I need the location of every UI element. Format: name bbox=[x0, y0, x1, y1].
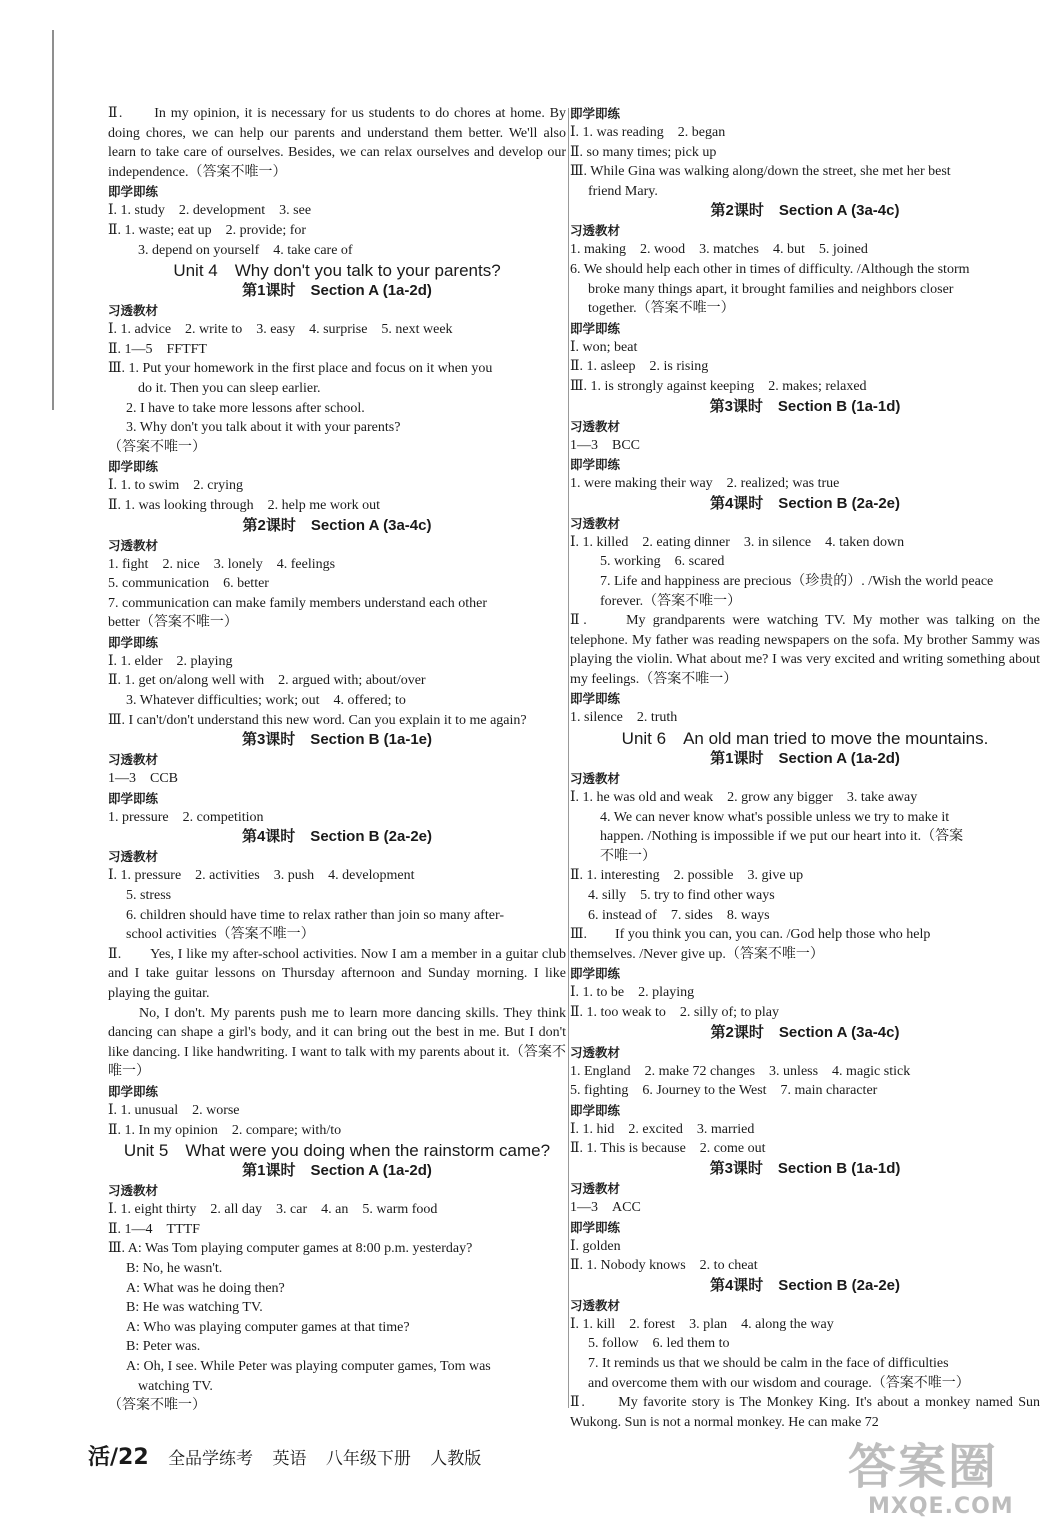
section-subheading: 即学即练 bbox=[570, 1219, 621, 1235]
answer-line: better（答案不唯一） bbox=[108, 615, 238, 631]
lesson-heading: 第3课时 Section B (1a-1e) bbox=[241, 731, 433, 749]
watermark-url: MXQE.COM bbox=[868, 1494, 1014, 1519]
answer-line: 3. depend on yourself 4. take care of bbox=[138, 242, 353, 258]
section-subheading: 即学即练 bbox=[570, 966, 621, 982]
lesson-heading: 第4课时 Section B (2a-2e) bbox=[241, 828, 433, 846]
answer-line: friend Mary. bbox=[588, 183, 658, 199]
answer-line: Ⅰ. 1. he was old and weak 2. grow any bigger 3. take away bbox=[570, 790, 918, 806]
answer-line: Ⅰ. 1. study 2. development 3. see bbox=[108, 203, 312, 219]
section-subheading: 即学即练 bbox=[570, 106, 621, 121]
lesson-heading: 第3课时 Section B (1a-1d) bbox=[709, 1159, 901, 1177]
lesson-heading: 第1课时 Section A (1a-2d) bbox=[242, 1162, 432, 1180]
answer-line: Ⅱ. 1—4 TTTF bbox=[108, 1221, 200, 1237]
section-subheading: 习透教材 bbox=[108, 1183, 159, 1199]
answer-line: 1—3 ACC bbox=[570, 1199, 641, 1215]
answer-line: 6. children should have time to relax rather than join so many after- bbox=[126, 907, 504, 923]
answer-line: 1. England 2. make 72 changes 3. unless 4. magic stick bbox=[570, 1063, 911, 1079]
answer-paragraph: No, I don't. My parents push me to learn more dancing skills. They think dancing can shape a girl's body, and it can bring out the best in me. But I don't like dancing. I like handwriting. I want to talk with my parents about it.（答案不唯一） bbox=[108, 1005, 566, 1080]
answer-line: Ⅲ. 1. is strongly against keeping 2. makes; relaxed bbox=[570, 378, 867, 394]
section-subheading: 即学即练 bbox=[570, 1102, 621, 1118]
subject-label: 英语 bbox=[272, 1449, 307, 1469]
unit-heading: Unit 4 Why don't you talk to your parents? bbox=[173, 261, 501, 281]
answer-line: 5. follow 6. led them to bbox=[588, 1336, 730, 1352]
watermark-logo bbox=[848, 1440, 1038, 1530]
answer-line: 6. instead of 7. sides 8. ways bbox=[588, 907, 770, 923]
section-subheading: 习透教材 bbox=[570, 771, 621, 787]
grade-label: 八年级下册 bbox=[325, 1449, 411, 1469]
section-subheading: 即学即练 bbox=[108, 1083, 159, 1099]
answer-line: 3. Whatever difficulties; work; out 4. offered; to bbox=[126, 693, 406, 709]
lesson-heading: 第2课时 Section A (3a-4c) bbox=[710, 202, 900, 220]
answer-line: 1. were making their way 2. realized; was true bbox=[570, 476, 840, 492]
section-subheading: 习透教材 bbox=[570, 1180, 621, 1196]
answer-line: 5. working 6. scared bbox=[600, 554, 725, 570]
answer-line: 6. We should help each other in times of difficulty. /Although the storm bbox=[570, 261, 970, 277]
answer-line: 不唯一） bbox=[600, 848, 656, 864]
answer-line: Ⅱ. 1. was looking through 2. help me work out bbox=[108, 497, 380, 513]
section-subheading: 习透教材 bbox=[570, 1044, 621, 1060]
answer-line: Ⅰ. won; beat bbox=[570, 339, 638, 355]
column-divider bbox=[568, 108, 569, 1408]
left-column bbox=[108, 104, 566, 1416]
answer-line: Ⅰ. 1. pressure 2. activities 3. push 4. development bbox=[108, 868, 415, 884]
answer-line: Ⅲ. I can't/don't understand this new word. Can you explain it to me again? bbox=[108, 712, 527, 728]
edition-label: 人教版 bbox=[430, 1449, 482, 1469]
answer-line: Ⅱ. 1. asleep 2. is rising bbox=[570, 359, 709, 375]
lesson-heading: 第1课时 Section A (1a-2d) bbox=[242, 282, 432, 300]
lesson-heading: 第4课时 Section B (2a-2e) bbox=[709, 494, 901, 512]
answer-line: Ⅲ. 1. Put your homework in the first place and focus on it when you bbox=[108, 361, 493, 377]
answer-line: 1. making 2. wood 3. matches 4. but 5. joined bbox=[570, 242, 868, 258]
answer-line: 7. communication can make family members understand each other bbox=[108, 595, 488, 611]
answer-line: 1. fight 2. nice 3. lonely 4. feelings bbox=[108, 556, 336, 572]
answer-line: Ⅱ. 1. Nobody knows 2. to cheat bbox=[570, 1258, 758, 1274]
answer-paragraph: Ⅱ. Yes, I like my after-school activities. Now I am a member in a guitar club and I take guitar lessons on Thursday afternoon and Sunday morning. I like playing the guitar. bbox=[108, 946, 566, 1001]
lesson-heading: 第4课时 Section B (2a-2e) bbox=[709, 1276, 901, 1294]
lesson-heading: 第2课时 Section A (3a-4c) bbox=[710, 1023, 900, 1041]
lesson-heading: 第2课时 Section A (3a-4c) bbox=[242, 516, 432, 534]
answer-line: themselves. /Never give up.（答案不唯一） bbox=[570, 946, 824, 962]
answer-line: Ⅰ. 1. kill 2. forest 3. plan 4. along the way bbox=[570, 1316, 834, 1332]
answer-line: Ⅰ. 1. to swim 2. crying bbox=[108, 478, 244, 494]
answer-line: Ⅱ. 1—5 FFTFT bbox=[108, 341, 207, 357]
section-subheading: 即学即练 bbox=[108, 634, 159, 650]
answer-line: Ⅰ. 1. eight thirty 2. all day 3. car 4. an 5. warm food bbox=[108, 1202, 438, 1218]
answer-line: Ⅱ. so many times; pick up bbox=[570, 144, 717, 160]
section-subheading: 习透教材 bbox=[570, 515, 621, 531]
answer-paragraph: Ⅱ. In my opinion, it is necessary for us students to do chores at home. By doing chores, we can help our parents and understand them better. We'll also learn to take care of ourselves. Besides, we can relax ourselves and develop our independence.（答案不唯一） bbox=[108, 106, 566, 180]
answer-line: Ⅰ. 1. killed 2. eating dinner 3. in silence 4. taken down bbox=[570, 534, 905, 550]
section-subheading: 习透教材 bbox=[570, 1297, 621, 1313]
answer-line: Ⅱ. 1. interesting 2. possible 3. give up bbox=[570, 868, 804, 884]
section-subheading: 即学即练 bbox=[570, 457, 621, 473]
answer-line: 1. pressure 2. competition bbox=[108, 809, 264, 825]
answer-line: 5. stress bbox=[126, 888, 172, 904]
book-title: 全品学练考 bbox=[168, 1449, 254, 1469]
lesson-heading: 第1课时 Section A (1a-2d) bbox=[710, 750, 900, 768]
answer-line: 7. It reminds us that we should be calm in the face of difficulties bbox=[588, 1355, 949, 1371]
answer-line: 2. I have to take more lessons after school. bbox=[126, 400, 365, 416]
answer-line: 1—3 BCC bbox=[570, 437, 641, 453]
section-subheading: 习透教材 bbox=[570, 223, 621, 239]
answer-line: Ⅱ. 1. This is because 2. come out bbox=[570, 1141, 766, 1157]
section-subheading: 即学即练 bbox=[108, 184, 159, 200]
watermark-text: 答案圈 bbox=[848, 1439, 999, 1495]
answer-line: 3. Why don't you talk about it with your parents? bbox=[126, 420, 401, 436]
section-subheading: 即学即练 bbox=[570, 691, 621, 707]
answer-line: （答案不唯一） bbox=[108, 1398, 206, 1414]
answer-paragraph: Ⅱ. My grandparents were watching TV. My mother was talking on the telephone. My father was reading newspapers on the sofa. My brother Sammy was playing the violin. What about me? I was very excited and writing something about my feelings.（答案不唯一） bbox=[570, 613, 1040, 687]
answer-line: Ⅰ. 1. advice 2. write to 3. easy 4. surprise 5. next week bbox=[108, 322, 453, 338]
section-subheading: 即学即练 bbox=[570, 320, 621, 336]
answer-line: 5. fighting 6. Journey to the West 7. main character bbox=[570, 1083, 878, 1099]
section-subheading: 习透教材 bbox=[108, 752, 159, 768]
answer-line: B: Peter was. bbox=[126, 1339, 201, 1355]
section-subheading: 习透教材 bbox=[570, 418, 621, 434]
answer-line: Ⅰ. 1. unusual 2. worse bbox=[108, 1102, 240, 1118]
answer-line: broke many things apart, it brought families and neighbors closer bbox=[588, 281, 954, 297]
answer-line: A: Oh, I see. While Peter was playing computer games, Tom was bbox=[126, 1358, 491, 1374]
answer-line: 1—3 CCB bbox=[108, 771, 179, 787]
answer-line: A: What was he doing then? bbox=[126, 1280, 285, 1296]
answer-line: Ⅲ. While Gina was walking along/down the street, she met her best bbox=[570, 164, 951, 180]
answer-line: Ⅰ. 1. was reading 2. began bbox=[570, 125, 726, 140]
answer-line: Ⅰ. 1. hid 2. excited 3. married bbox=[570, 1121, 755, 1137]
section-subheading: 习透教材 bbox=[108, 537, 159, 553]
lesson-heading: 第3课时 Section B (1a-1d) bbox=[709, 397, 901, 415]
answer-line: B: He was watching TV. bbox=[126, 1300, 263, 1316]
answer-line: Ⅱ. 1. get on/along well with 2. argued with; about/over bbox=[108, 673, 426, 689]
answer-line: Ⅰ. golden bbox=[570, 1238, 621, 1254]
section-subheading: 习透教材 bbox=[108, 303, 159, 319]
page-footer bbox=[88, 1440, 495, 1471]
answer-line: Ⅲ. A: Was Tom playing computer games at 8:00 p.m. yesterday? bbox=[108, 1241, 473, 1257]
answer-line: 4. silly 5. try to find other ways bbox=[588, 888, 775, 904]
answer-line: Ⅰ. 1. to be 2. playing bbox=[570, 985, 695, 1001]
answer-line: （答案不唯一） bbox=[108, 439, 206, 455]
answer-line: Ⅱ. 1. waste; eat up 2. provide; for bbox=[108, 222, 307, 238]
answer-line: forever.（答案不唯一） bbox=[600, 593, 742, 609]
answer-line: B: No, he wasn't. bbox=[126, 1260, 223, 1276]
unit-heading: Unit 5 What were you doing when the rainstorm came? bbox=[123, 1141, 551, 1161]
answer-line: A: Who was playing computer games at that time? bbox=[126, 1319, 410, 1335]
section-subheading: 即学即练 bbox=[108, 459, 159, 475]
section-subheading: 即学即练 bbox=[108, 790, 159, 806]
page-number: 活/22 bbox=[88, 1445, 149, 1470]
answer-line: and overcome them with our wisdom and courage.（答案不唯一） bbox=[588, 1375, 970, 1391]
section-subheading: 习透教材 bbox=[108, 849, 159, 865]
answer-line: 1. silence 2. truth bbox=[570, 710, 678, 726]
answer-line: Ⅱ. 1. In my opinion 2. compare; with/to bbox=[108, 1122, 342, 1138]
answer-line: 4. We can never know what's possible unless we try to make it bbox=[600, 809, 950, 825]
answer-line: together.（答案不唯一） bbox=[588, 301, 735, 317]
answer-line: Ⅱ. 1. too weak to 2. silly of; to play bbox=[570, 1005, 779, 1020]
answer-line: Ⅲ. If you think you can, you can. /God help those who help bbox=[570, 927, 931, 943]
answer-line: 5. communication 6. better bbox=[108, 576, 269, 592]
answer-line: happen. /Nothing is impossible if we put our heart into it.（答案 bbox=[600, 829, 964, 845]
answer-line: school activities（答案不唯一） bbox=[126, 927, 315, 943]
unit-heading: Unit 6 An old man tried to move the mountains. bbox=[621, 729, 989, 749]
answer-line: 7. Life and happiness are precious（珍贵的）. /Wish the world peace bbox=[600, 573, 994, 589]
answer-line: watching TV. bbox=[138, 1378, 213, 1394]
answer-line: do it. Then you can sleep earlier. bbox=[138, 380, 321, 396]
binding-line bbox=[52, 30, 54, 410]
answer-paragraph: Ⅱ. My favorite story is The Monkey King. It's about a monkey named Sun Wukong. Sun is not a normal monkey. He can make 72 bbox=[570, 1395, 1040, 1430]
right-column bbox=[570, 104, 1040, 1432]
answer-line: Ⅰ. 1. elder 2. playing bbox=[108, 653, 233, 669]
